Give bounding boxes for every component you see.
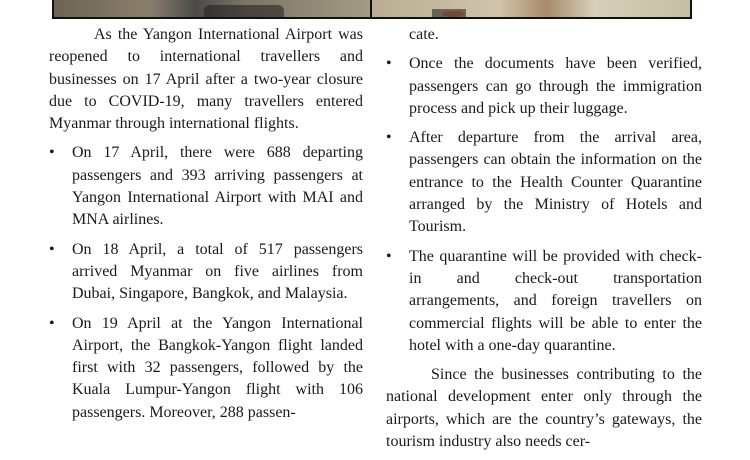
continued-text: cate. <box>409 26 439 43</box>
right-bullet-list <box>386 53 702 357</box>
closing-paragraph: Since the businesses contributing to the national development enter only through the airports, which are the country’s gateways, the tourism industry also needs cer- <box>386 366 702 451</box>
airport-photo-left <box>52 0 372 19</box>
list-item: • Once the documents have been verified, passengers can go through the immigration process and pick up their luggage. <box>386 53 702 120</box>
left-bullet-list <box>49 142 363 424</box>
right-column <box>386 24 702 453</box>
airport-photo-right <box>370 0 692 19</box>
shoe-shape <box>442 11 464 17</box>
list-item: • On 19 April at the Yangon International Airport, the Bangkok-Yangon flight landed first with 32 passengers, followed by the Kuala Lumpur-Yangon flight with 106 passengers. Moreover, 288 passen- <box>49 313 363 424</box>
left-column <box>49 24 363 424</box>
list-item: • On 17 April, there were 688 departing passengers and 393 arriving passengers at Yangon International Airport with MAI and MNA airlines. <box>49 142 363 231</box>
intro-paragraph: As the Yangon International Airport was reopened to international travellers and businesses on 17 April after a two-year closure due to COVID-19, many travellers entered Myanmar through international flights. <box>49 26 363 133</box>
luggage-shape <box>204 5 284 17</box>
list-item: • On 18 April, a total of 517 passengers arrived Myanmar on five airlines from Dubai, Singapore, Bangkok, and Malaysia. <box>49 239 363 306</box>
list-item: • The quarantine will be provided with check-in and check-out transportation arrangements, and foreign travellers on commercial flights will be able to enter the hotel with a one-day quarantine. <box>386 246 702 357</box>
photo-strip <box>52 0 692 20</box>
list-item: • After departure from the arrival area, passengers can obtain the information on the entrance to the Health Counter Quarantine arranged by the Ministry of Hotels and Tourism. <box>386 127 702 238</box>
